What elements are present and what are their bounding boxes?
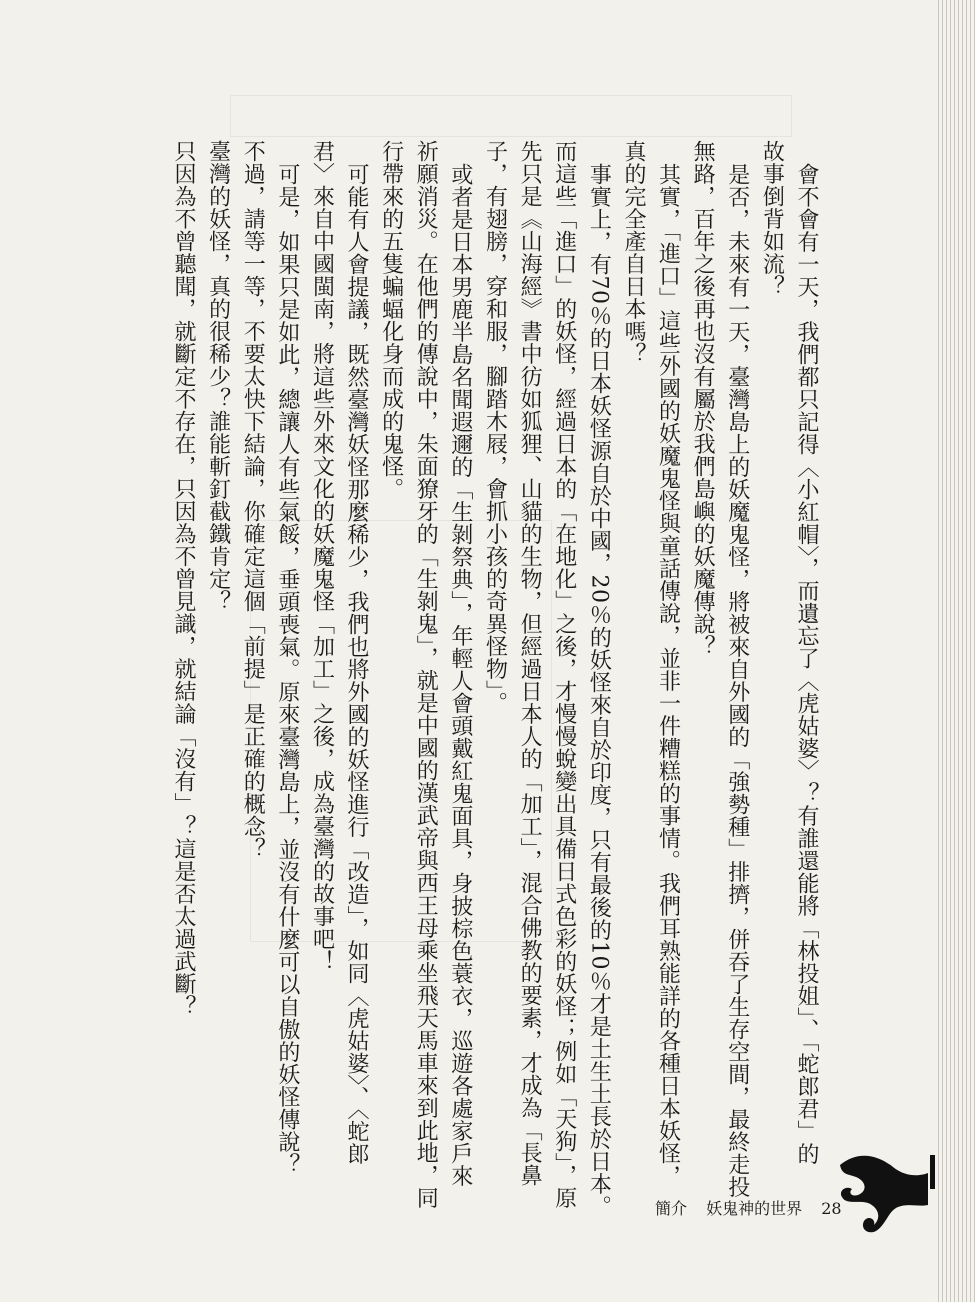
- page-stack-edge: [935, 0, 975, 1302]
- text-column: 或者是日本男鹿半島名聞遐邇的「生剝祭典」，年輕人會頭戴紅鬼面具，身披棕色蓑衣，巡遊各處家戶來: [447, 163, 473, 1187]
- text-column: 祈願消災。在他們的傳說中，朱面獠牙的「生剝鬼」，就是中國的漢武帝與西王母乘坐飛天馬車來到此地，同: [413, 140, 439, 1209]
- tentacle-decoration-icon: [838, 1145, 930, 1235]
- text-column: 行帶來的五隻蝙蝠化身而成的鬼怪。: [378, 140, 404, 500]
- text-column: 會不會有一天，我們都只記得〈小紅帽〉，而遺忘了〈虎姑婆〉？有誰還能將「林投姐」、「蛇郎君」的: [794, 163, 819, 1165]
- text-column: 君〉來自中國閩南，將這些外來文化的妖魔鬼怪「加工」之後，成為臺灣的故事吧！: [309, 140, 335, 973]
- text-column: 先只是《山海經》書中彷如狐狸、山貓的生物，但經過日本人的「加工」，混合佛教的要素，才成為「長鼻: [517, 140, 543, 1187]
- text-column: 其實，「進口」這些外國的妖魔鬼怪與童話傳說，並非一件糟糕的事情。我們耳熟能詳的各種日本妖怪，: [655, 163, 681, 1187]
- show-through-mark: [230, 95, 792, 137]
- page-number: 28: [821, 1199, 842, 1218]
- text-column: 故事倒背如流？: [759, 140, 785, 298]
- text-column: 而這些「進口」的妖怪，經過日本的「在地化」之後，才慢慢蛻變出具備日式色彩的妖怪；例如「天狗」，原: [551, 140, 577, 1209]
- text-column: 可能有人會提議，既然臺灣妖怪那麼稀少，我們也將外國的妖怪進行「改造」，如同〈虎姑婆〉、〈蛇郎: [344, 163, 370, 1165]
- text-column: 不過，請等一等，不要太快下結論，你確定這個「前提」是正確的概念？: [240, 140, 266, 860]
- text-column: 只因為不曾聽聞，就斷定不存在，只因為不曾見識，就結論「沒有」？這是否太過武斷？: [171, 140, 196, 1018]
- text-column: 臺灣的妖怪，真的很稀少？誰能斬釘截鐵肯定？: [205, 140, 231, 613]
- text-column: 真的完全產自日本嗎？: [620, 140, 646, 365]
- text-column: 無路，百年之後再也沒有屬於我們島嶼的妖魔傳說？: [690, 140, 716, 658]
- text-column: 可是，如果只是如此，總讓人有些氣餒，垂頭喪氣。原來臺灣島上，並沒有什麼可以自傲的妖怪傳說？: [274, 163, 300, 1176]
- text-column: 事實上，有70％的日本妖怪源自於中國，20％的妖怪來自於印度，只有最後的10％才是土生土長於日本。: [586, 163, 612, 1218]
- footer-book-title: 妖鬼神的世界: [706, 1199, 803, 1218]
- page-footer: [655, 1196, 856, 1219]
- footer-section: 簡介: [655, 1199, 688, 1218]
- text-column: 是否，未來有一天，臺灣島上的妖魔鬼怪，將被來自外國的「強勢種」排擠，併吞了生存空間，最終走投: [724, 163, 750, 1198]
- text-column: 子，有翅膀，穿和服，腳踏木屐，會抓小孩的奇異怪物」。: [482, 140, 508, 714]
